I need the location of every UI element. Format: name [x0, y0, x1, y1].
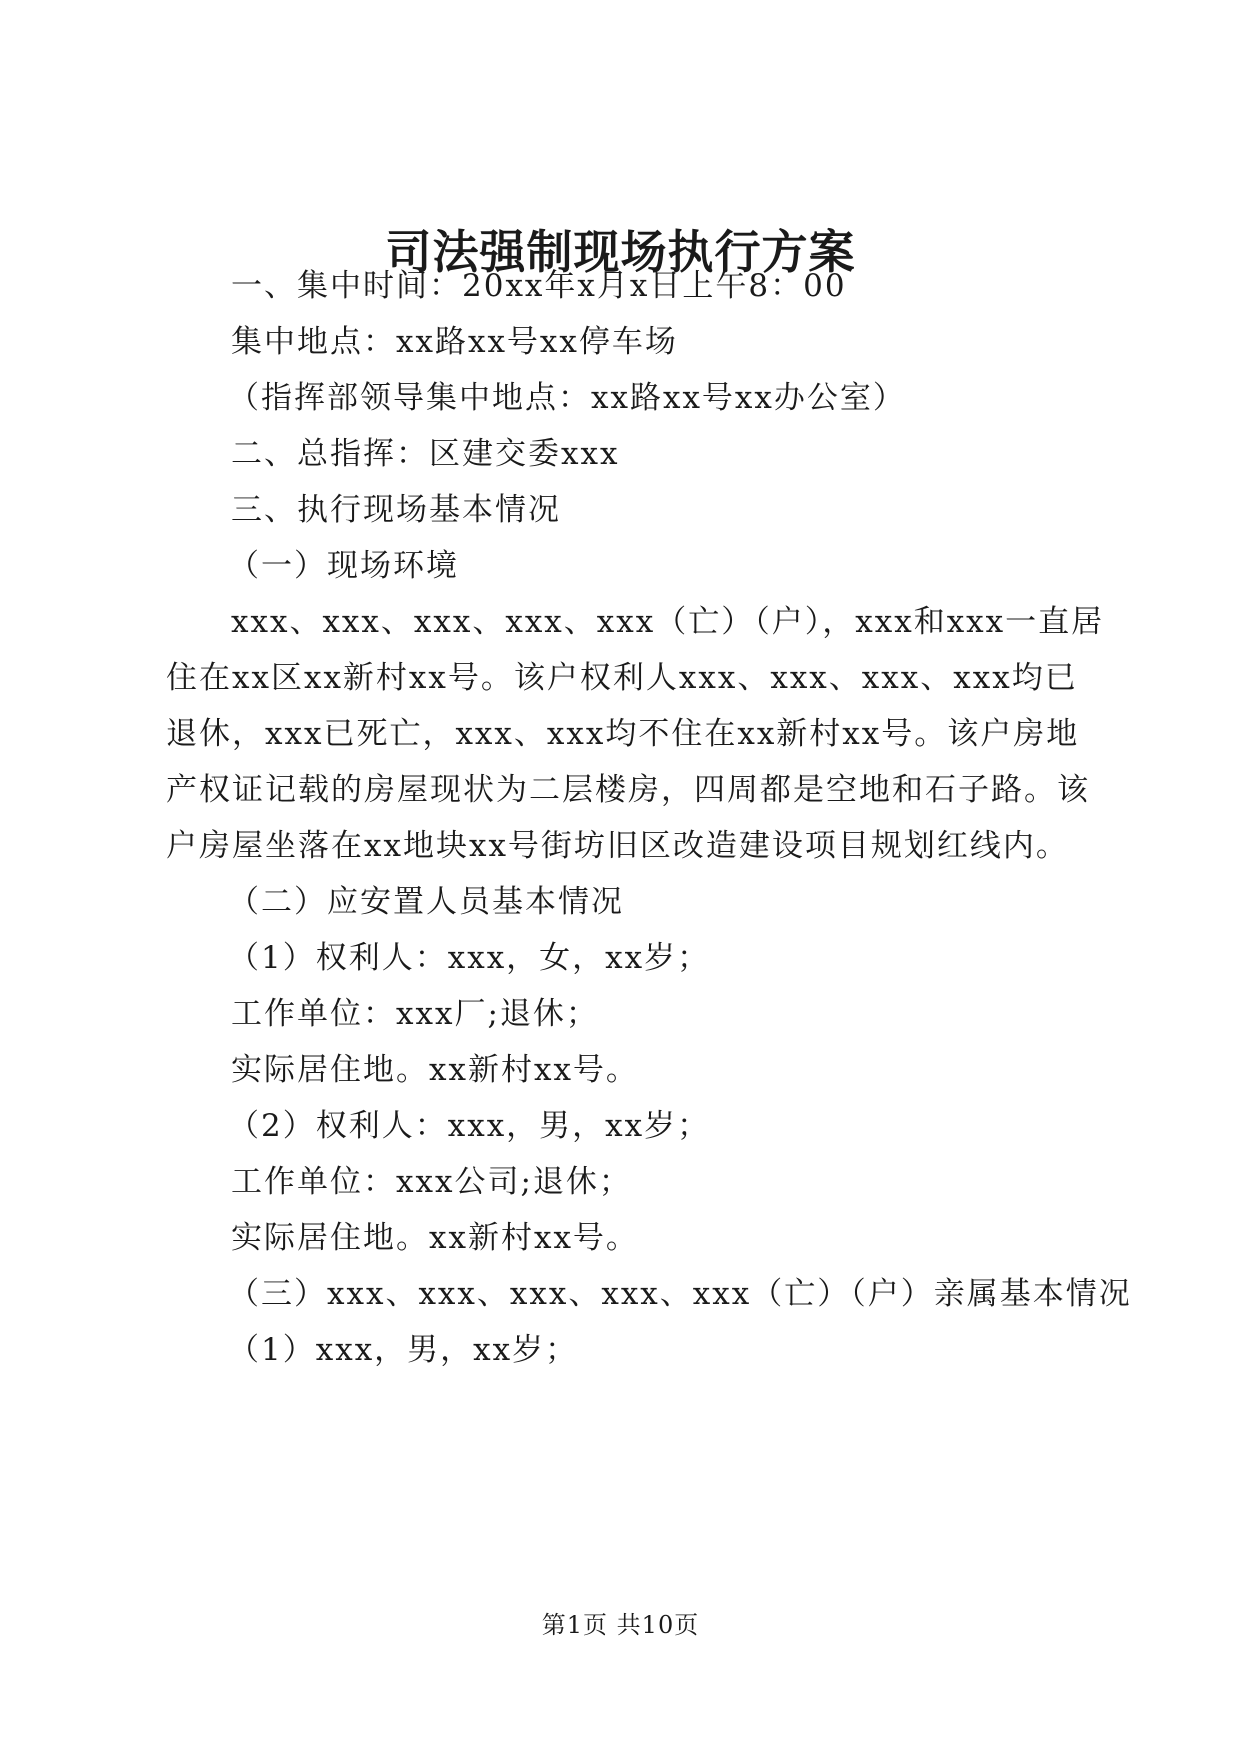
text-line: （2）权利人：xxx，男，xx岁；	[228, 1108, 711, 1144]
paragraph-line: 户房屋坐落在xx地块xx号街坊旧区改造建设项目规划红线内。	[166, 828, 1069, 864]
text-line: （1）权利人：xxx，女，xx岁；	[228, 940, 711, 976]
text-line: 工作单位：xxx厂;退休；	[231, 996, 599, 1032]
text-line: （二）应安置人员基本情况	[228, 884, 624, 920]
text-line: 一、集中时间：20xx年x月x日上午8：00	[231, 268, 847, 304]
text-line: （一）现场环境	[228, 548, 459, 584]
text-line: 工作单位：xxx公司;退休；	[231, 1164, 632, 1200]
text-line: （指挥部领导集中地点：xx路xx号xx办公室）	[228, 380, 906, 416]
text-line: 二、总指挥：区建交委xxx	[231, 436, 620, 472]
text-line: 三、执行现场基本情况	[231, 492, 561, 528]
text-line: 实际居住地。xx新村xx号。	[231, 1052, 639, 1088]
paragraph-line: xxx、xxx、xxx、xxx、xxx（亡）（户），xxx和xxx一直居	[231, 604, 1105, 640]
text-line: （三）xxx、xxx、xxx、xxx、xxx（亡）（户）亲属基本情况	[228, 1276, 1132, 1312]
text-line: 集中地点：xx路xx号xx停车场	[231, 324, 678, 360]
paragraph-line: 住在xx区xx新村xx号。该户权利人xxx、xxx、xxx、xxx均已	[166, 660, 1078, 696]
paragraph-line: 产权证记载的房屋现状为二层楼房，四周都是空地和石子路。该	[166, 772, 1090, 808]
paragraph-line: 退休，xxx已死亡，xxx、xxx均不住在xx新村xx号。该户房地	[166, 716, 1080, 752]
page-footer: 第1页 共10页	[541, 1611, 700, 1639]
document-title: 司法强制现场执行方案	[385, 225, 856, 279]
text-line: （1）xxx，男，xx岁；	[228, 1332, 579, 1368]
text-line: 实际居住地。xx新村xx号。	[231, 1220, 639, 1256]
